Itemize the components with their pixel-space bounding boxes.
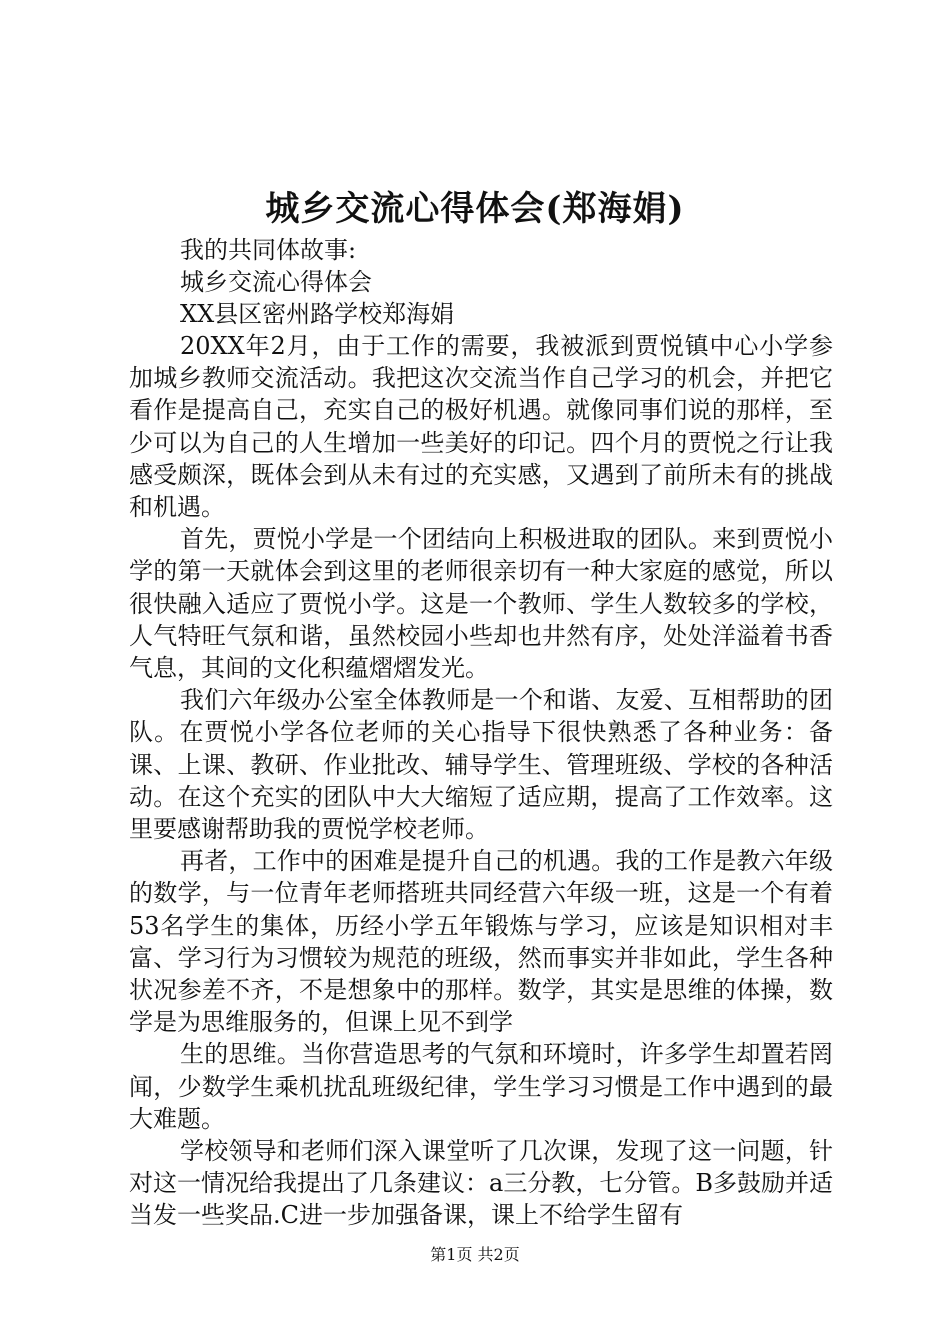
- page-footer: 第1页 共2页: [430, 1245, 520, 1264]
- intro-line-author: XX县区密州路学校郑海娟: [180, 300, 455, 328]
- intro-line-subtitle: 城乡交流心得体会: [180, 268, 372, 296]
- paragraph: 生的思维。当你营造思考的气氛和环境时，许多学生却置若罔闻，少数学生乘机扰乱班级纪律，学生学习习惯是工作中遇到的最大难题。: [129, 1040, 833, 1133]
- paragraph: 我们六年级办公室全体教师是一个和谐、友爱、互相帮助的团队。在贾悦小学各位老师的关心指导下很快熟悉了各种业务：备课、上课、教研、作业批改、辅导学生、管理班级、学校的各种活动。在这个充实的团队中大大缩短了适应期，提高了工作效率。这里要感谢帮助我的贾悦学校老师。: [129, 686, 833, 844]
- document-title: 城乡交流心得体会(郑海娟): [265, 189, 685, 229]
- paragraph: 首先，贾悦小学是一个团结向上积极进取的团队。来到贾悦小学的第一天就体会到这里的老师很亲切有一种大家庭的感觉，所以很快融入适应了贾悦小学。这是一个教师、学生人数较多的学校，人气特旺气氛和谐，虽然校园小些却也井然有序，处处洋溢着书香气息，其间的文化积蕴熠熠发光。: [129, 525, 833, 683]
- paragraph: 学校领导和老师们深入课堂听了几次课，发现了这一问题，针对这一情况给我提出了几条建议：a三分教，七分管。B多鼓励并适当发一些奖品.C进一步加强备课，课上不给学生留有: [129, 1137, 833, 1230]
- document-body: [129, 234, 833, 1232]
- paragraph: 再者，工作中的困难是提升自己的机遇。我的工作是教六年级的数学，与一位青年老师搭班共同经营六年级一班，这是一个有着53名学生的集体，历经小学五年锻炼与学习，应该是知识相对丰富、学习行为习惯较为规范的班级，然而事实并非如此，学生各种状况参差不齐，不是想象中的那样。数学，其实是思维的体操，数学是为思维服务的，但课上见不到学: [129, 847, 833, 1037]
- intro-line-story: 我的共同体故事:: [180, 236, 357, 264]
- paragraph: 20XX年2月，由于工作的需要，我被派到贾悦镇中心小学参加城乡教师交流活动。我把这次交流当作自己学习的机会，并把它看作是提高自己，充实自己的极好机遇。就像同事们说的那样，至少可以为自己的人生增加一些美好的印记。四个月的贾悦之行让我感受颇深，既体会到从未有过的充实感，又遇到了前所未有的挑战和机遇。: [129, 332, 833, 522]
